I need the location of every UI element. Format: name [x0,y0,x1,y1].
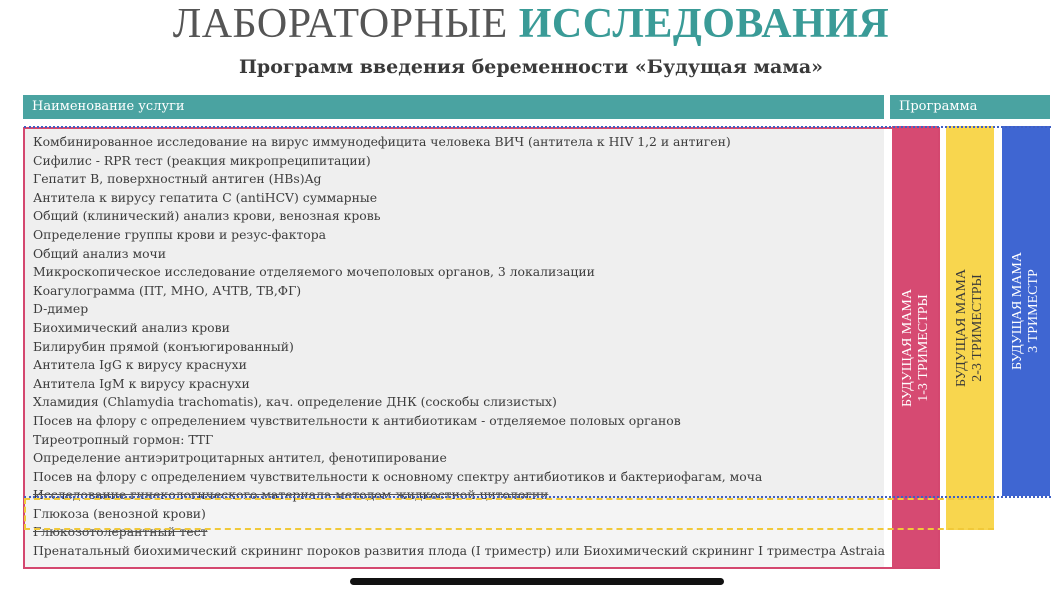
list-item: Посев на флору с определением чувствительности к антибиотикам - отделяемое половых органов [33,412,681,428]
list-item: Глюкозотолерантный тест [33,524,208,540]
list-item: D-димер [33,301,89,317]
home-indicator[interactable] [350,578,724,585]
title-part-2: ИССЛЕДОВАНИЯ [518,1,890,47]
list-item: Пренатальный биохимический скрининг пороков развития плода (I триместр) или Биохимический скрининг I триместра Astraia [33,543,885,559]
list-item: Комбинированное исследование на вирус иммунодефицита человека ВИЧ (антитела к HIV 1,2 и антиген) [33,134,731,149]
program-2-line1: БУДУЩАЯ МАМА [954,269,969,387]
list-item: Хламидия (Chlamydia trachomatis), кач. определение ДНК (соскобы слизистых) [33,394,557,410]
list-item: Антитела IgG к вирусу краснухи [33,357,247,373]
column-header-service: Наименование услуги [23,95,884,119]
list-item: Антитела к вирусу гепатита С (antiHCV) суммарные [33,189,378,205]
list-item: Микроскопическое исследование отделяемого мочеполовых органов, 3 локализации [33,264,595,280]
list-item: Биохимический анализ крови [33,319,230,335]
title-part-1: ЛАБОРАТОРНЫЕ [172,1,508,47]
list-item: Коагулограмма (ПТ, МНО, АЧТВ, ТВ,ФГ) [33,282,302,298]
page-subtitle: Программ введения беременности «Будущая мама» [238,56,824,78]
program-1-line1: БУДУЩАЯ МАМА [899,288,915,407]
program-2-line2: 2-3 ТРИМЕСТРЫ [970,274,985,382]
program-range-frame-2-3 [24,498,994,530]
list-item: Гепатит В, поверхностный антиген (HBs)Ag [33,171,322,187]
program-3-line1: БУДУЩАЯ МАМА [1010,252,1025,370]
list-item: Определение группы крови и резус-фактора [33,226,327,242]
list-item: Общий (клинический) анализ крови, венозная кровь [33,208,381,224]
column-header-program: Программа [890,95,1050,119]
list-item: Глюкоза (венозной крови) [33,505,206,521]
list-item: Антитела IgM к вирусу краснухи [33,375,250,391]
list-item: Определение антиэритроцитарных антител, фенотипирование [33,450,447,466]
program-3-line2: 3 ТРИМЕСТР [1026,269,1041,353]
list-item: Исследование гинекологического материала методом жидкостной цитологии [33,487,549,503]
program-1-line2: 1-3 ТРИМЕСТРЫ [915,293,931,402]
list-item: Посев на флору с определением чувствительности к основному спектру антибиотиков и бактериофагам, моча [33,468,763,484]
page-title [0,0,1062,48]
list-item: Билирубин прямой (конъюгированный) [33,338,294,354]
list-item: Общий анализ мочи [33,245,166,261]
program-range-frame-3 [24,126,1051,498]
list-item: Сифилис - RPR тест (реакция микропреципитации) [33,152,371,168]
list-item: Тиреотропный гормон: ТТГ [33,431,214,447]
